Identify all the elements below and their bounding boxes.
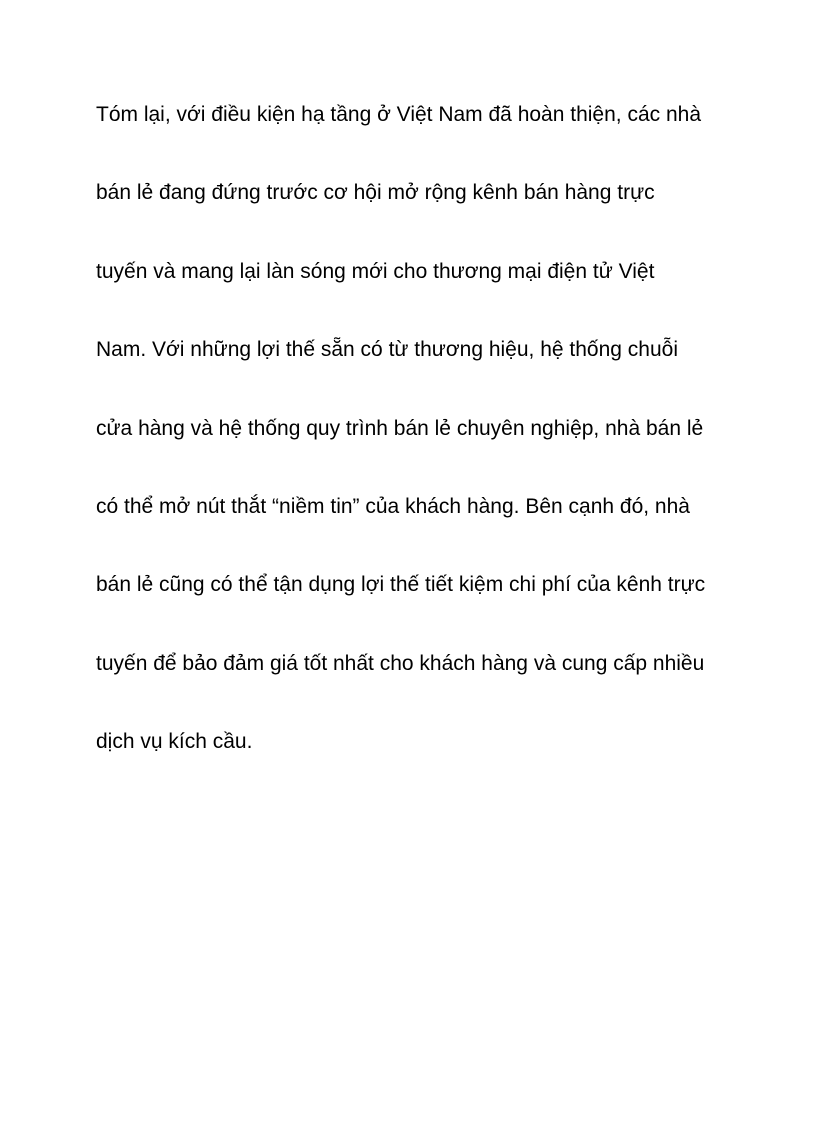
paragraph-line: cửa hàng và hệ thống quy trình bán lẻ chuyên nghiệp, nhà bán lẻ xyxy=(96,416,704,440)
body-paragraph xyxy=(96,98,736,804)
paragraph-line: Nam. Với những lợi thế sẵn có từ thương hiệu, hệ thống chuỗi xyxy=(96,338,678,362)
paragraph-line: Tóm lại, với điều kiện hạ tầng ở Việt Nam đã hoàn thiện, các nhà xyxy=(96,103,702,126)
paragraph-line: tuyến và mang lại làn sóng mới cho thương mại điện tử Việt xyxy=(96,259,655,283)
paragraph-line: bán lẻ cũng có thể tận dụng lợi thế tiết kiệm chi phí của kênh trực xyxy=(96,573,706,597)
paragraph-line: dịch vụ kích cầu. xyxy=(96,730,253,754)
paragraph-line: có thể mở nút thắt “niềm tin” của khách hàng. Bên cạnh đó, nhà xyxy=(96,494,690,518)
paragraph-line: bán lẻ đang đứng trước cơ hội mở rộng kênh bán hàng trực xyxy=(96,181,655,205)
paragraph-line: tuyến để bảo đảm giá tốt nhất cho khách hàng và cung cấp nhiều xyxy=(96,651,705,675)
